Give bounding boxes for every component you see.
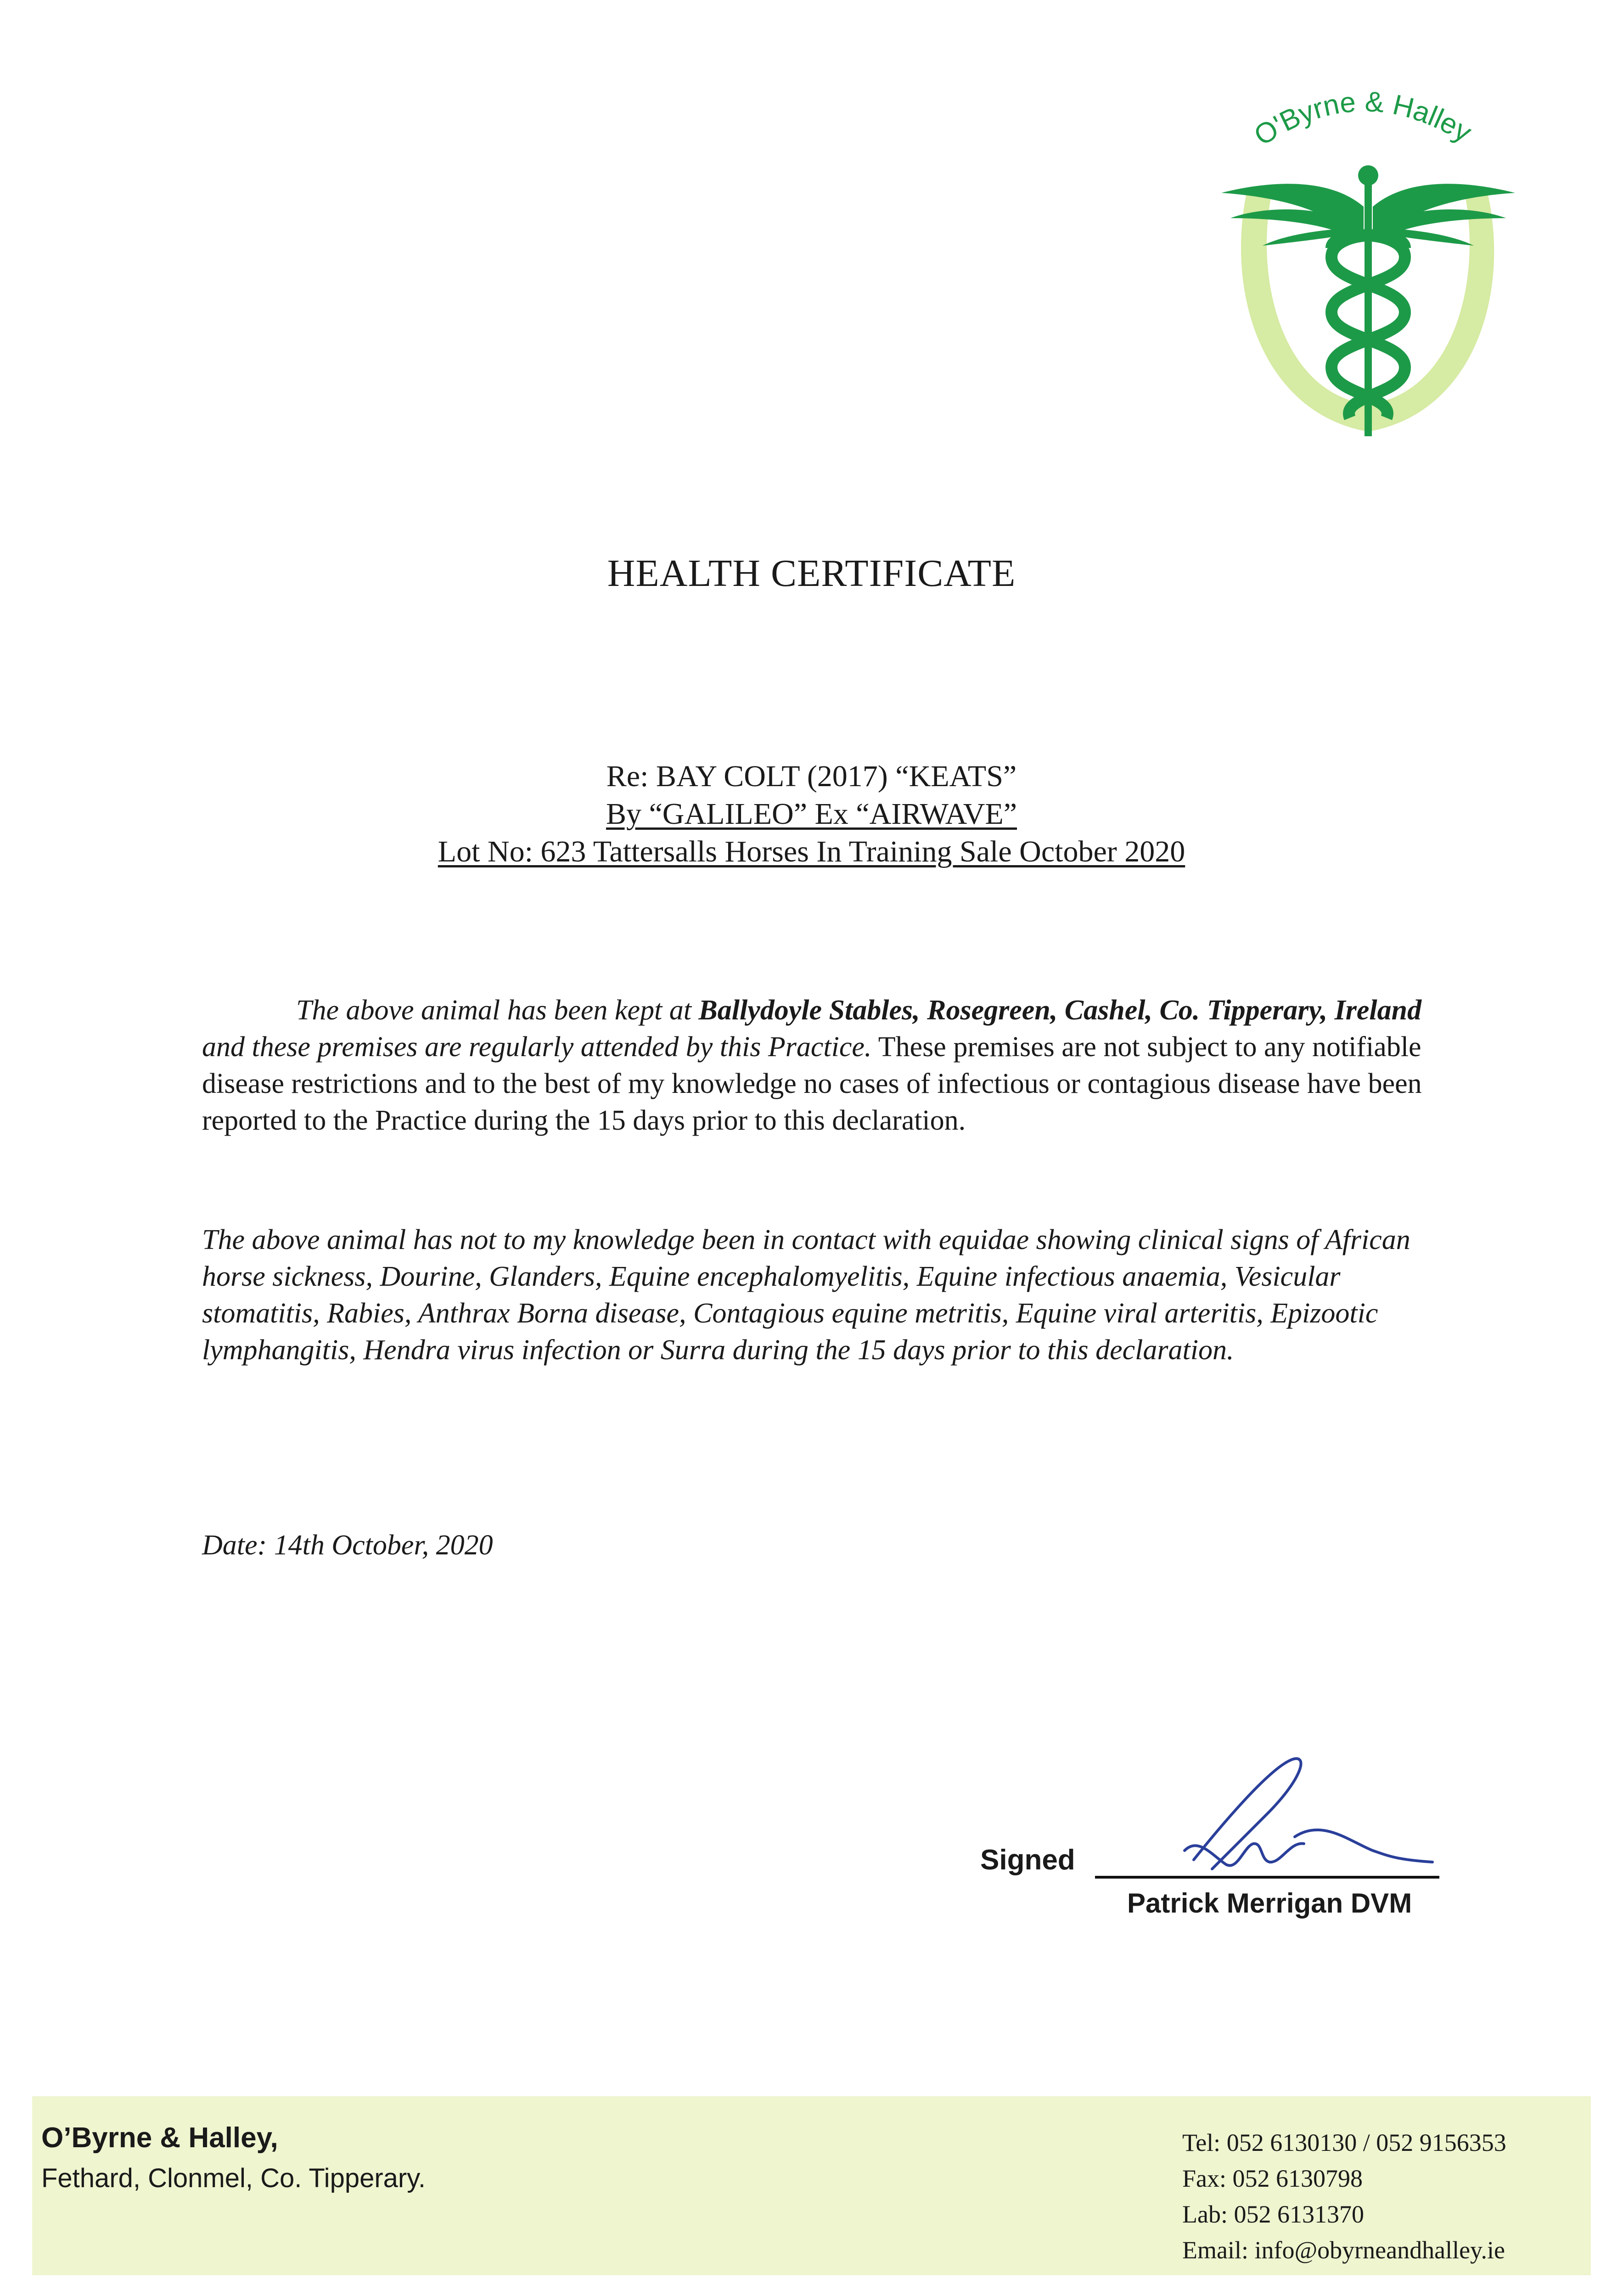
handwritten-signature	[1157, 1745, 1451, 1892]
para1-premises: Ballydoyle Stables, Rosegreen, Cashel, Co. Tipperary, Ireland	[698, 995, 1422, 1026]
signer-name: Patrick Merrigan DVM	[1127, 1888, 1412, 1919]
footer-contacts	[1182, 2125, 1506, 2268]
subject-block	[0, 758, 1623, 871]
subject-horse: Re: BAY COLT (2017) “KEATS”	[606, 760, 1017, 793]
footer-lab: Lab: 052 6131370	[1182, 2200, 1364, 2228]
subject-lot: Lot No: 623 Tattersalls Horses In Training Sale October 2020	[438, 835, 1185, 868]
svg-text:O'Byrne & Halley	[1248, 86, 1477, 152]
para1-attended: and these premises are regularly attended by this Practice.	[202, 1031, 872, 1063]
signed-label: Signed	[980, 1844, 1075, 1876]
document-title: HEALTH CERTIFICATE	[607, 552, 1016, 595]
staff-top	[1358, 165, 1378, 186]
practice-logo	[1194, 55, 1524, 450]
paragraph-diseases: The above animal has not to my knowledge been in contact with equidae showing clinical signs of African horse sickness, Dourine, Glanders, Equine encephalomyelitis, Equine infectious anaemia, Vesicular stomatitis, Rabies, Anthrax Borna disease, Contagious equine metritis, Equine viral arteritis, Epizootic lymphangitis, Hendra virus infection or Surra during the 15 days prior to this declaration.	[202, 1224, 1410, 1366]
paragraph-premises	[202, 992, 1442, 1139]
para1-restrictions: These premises are not subject to any notifiable disease restrictions and to the best of my knowledge no cases of infectious or contagious disease have been reported to the Practice during the 15 days prior to this declaration.	[202, 1031, 1422, 1136]
footer-band	[32, 2096, 1591, 2275]
para1-intro: The above animal has been kept at	[296, 995, 699, 1026]
footer-address: Fethard, Clonmel, Co. Tipperary.	[41, 2163, 426, 2193]
footer-tel: Tel: 052 6130130 / 052 9156353	[1182, 2129, 1506, 2156]
logo-text: O'Byrne & Halley	[1248, 85, 1477, 152]
subject-pedigree: By “GALILEO” Ex “AIRWAVE”	[606, 797, 1017, 831]
footer-email: Email: info@obyrneandhalley.ie	[1182, 2236, 1505, 2264]
footer-fax: Fax: 052 6130798	[1182, 2165, 1363, 2192]
footer-firm-name: O’Byrne & Halley,	[41, 2122, 278, 2154]
certificate-date: Date: 14th October, 2020	[202, 1530, 493, 1561]
